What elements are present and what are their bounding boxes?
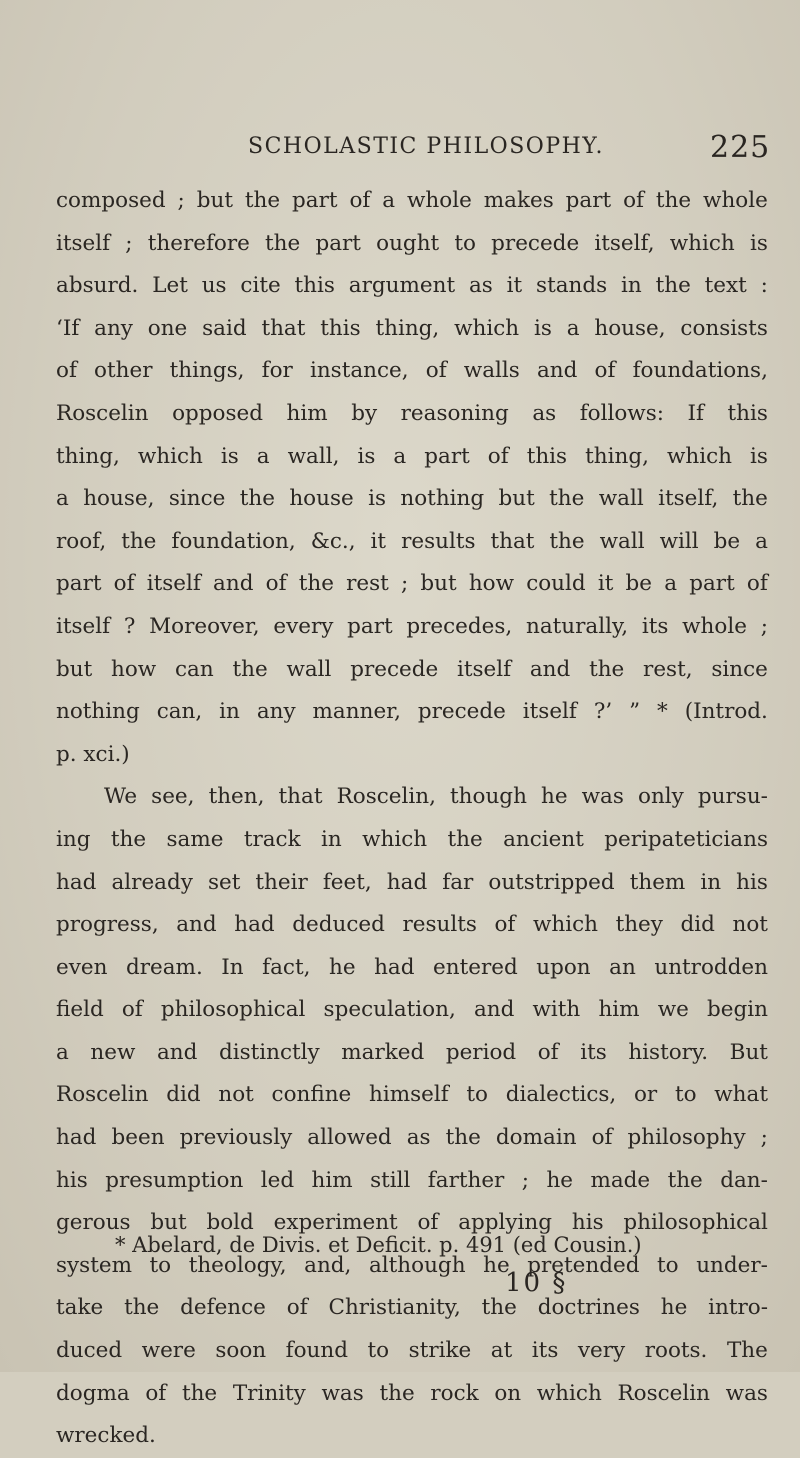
running-head: SCHOLASTIC PHILOSOPHY.: [248, 134, 604, 159]
text-line: field of philosophical speculation, and with him we begin: [56, 997, 768, 1023]
text-line: nothing can, in any manner, precede itself ?’ ” * (Introd.: [56, 699, 768, 725]
text-line: of other things, for instance, of walls and of foundations,: [56, 358, 768, 384]
text-line: ‘If any one said that this thing, which is a house, consists: [56, 315, 768, 341]
text-line: even dream. In fact, he had entered upon an untrodden: [56, 954, 768, 980]
footnote: * Abelard, de Divis. et Deficit. p. 491 (ed Cousin.): [115, 1233, 642, 1257]
text-line: but how can the wall precede itself and the rest, since: [56, 656, 768, 682]
text-line: progress, and had deduced results of which they did not: [56, 912, 768, 938]
text-line: dogma of the Trinity was the rock on which Roscelin was: [56, 1380, 768, 1406]
page-number: 225: [710, 130, 771, 165]
text-line: take the defence of Christianity, the doctrines he intro-: [56, 1295, 768, 1321]
text-line: Roscelin did not confine himself to dialectics, or to what: [56, 1082, 768, 1108]
text-line: absurd. Let us cite this argument as it stands in the text :: [56, 273, 768, 299]
text-line: part of itself and of the rest ; but how could it be a part of: [56, 571, 768, 597]
text-line: itself ; therefore the part ought to precede itself, which is: [56, 230, 768, 256]
body-text: [56, 180, 768, 1458]
text-line: a new and distinctly marked period of its history. But: [56, 1039, 768, 1065]
text-line: itself ? Moreover, every part precedes, naturally, its whole ;: [56, 613, 768, 639]
text-line: had been previously allowed as the domain of philosophy ;: [56, 1125, 768, 1151]
text-line: system to theology, and, although he pretended to under-: [56, 1252, 768, 1278]
text-line: composed ; but the part of a whole makes part of the whole: [56, 188, 768, 213]
text-line: We see, then, that Roscelin, though he was only pursu-: [104, 784, 768, 810]
text-line: ing the same track in which the ancient peripateticians: [56, 826, 768, 852]
text-line: his presumption led him still farther ; he made the dan-: [56, 1167, 768, 1193]
text-line: gerous but bold experiment of applying his philosophical: [56, 1210, 768, 1236]
text-line: a house, since the house is nothing but the wall itself, the: [56, 486, 768, 512]
text-line: duced were soon found to strike at its very roots. The: [56, 1338, 768, 1364]
text-line: p. xci.): [56, 741, 130, 767]
page-header: [0, 130, 800, 170]
text-line: wrecked.: [56, 1423, 156, 1449]
text-line: thing, which is a wall, is a part of this thing, which is: [56, 443, 768, 469]
printer-signature-mark: 10 §: [505, 1268, 568, 1298]
text-line: Roscelin opposed him by reasoning as follows: If this: [56, 400, 768, 426]
text-line: roof, the foundation, &c., it results that the wall will be a: [56, 528, 768, 554]
text-line: had already set their feet, had far outstripped them in his: [56, 869, 768, 895]
